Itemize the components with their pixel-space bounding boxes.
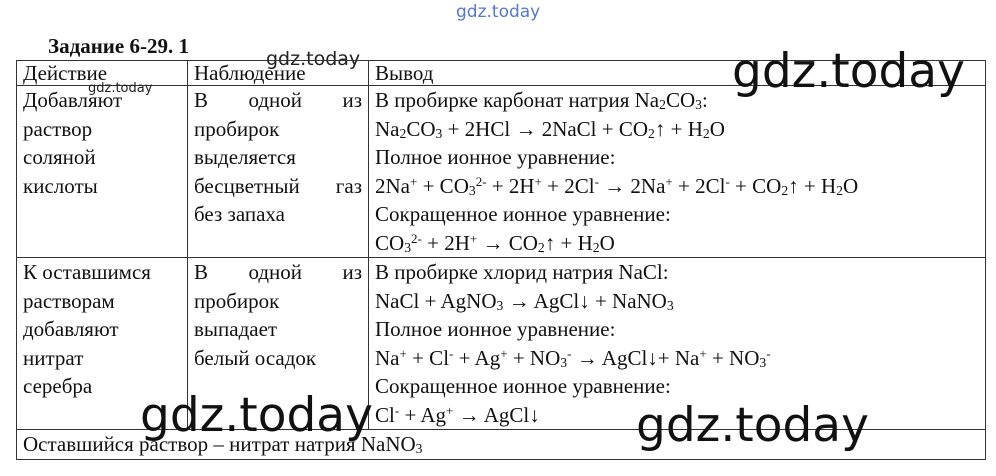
row1-short-label: Сокращенное ионное уравнение:	[375, 202, 671, 226]
row1-observation	[188, 86, 369, 258]
watermark-large: gdz.today	[140, 388, 373, 443]
row1-tube-line: В пробирке карбонат натрия $Na_2CO_3$:	[375, 88, 708, 113]
row2-full-label: Полное ионное уравнение:	[375, 317, 616, 341]
header-conclusion: Вывод	[369, 61, 986, 86]
row1-observation-line: В одной из	[194, 88, 362, 112]
row2-observation-line: белый осадок	[194, 345, 317, 370]
row2-observation-line: выпадает	[194, 317, 278, 341]
row1-observation-line: пробирок	[194, 116, 280, 141]
header-action: Действие	[17, 61, 188, 86]
watermark-top: gdz.today	[456, 2, 541, 22]
row2-action-line: растворам	[23, 288, 115, 313]
row1-conclusion	[369, 86, 986, 258]
row1-action-line: соляной	[23, 145, 96, 169]
row2-action-line: К оставшимся	[23, 260, 151, 284]
row2-tube-line: В пробирке хлорид натрия NaCl:	[375, 260, 669, 284]
watermark-small: gdz.today	[88, 81, 153, 96]
row2-action-line: нитрат	[23, 345, 84, 370]
header-observation: Наблюдение	[188, 61, 369, 86]
row1-observation-line: бесцветный газ	[194, 173, 362, 198]
row1-observation-line: выделяется	[194, 145, 296, 169]
table-row	[17, 86, 986, 258]
watermark-large: gdz.today	[636, 398, 869, 453]
row2-full-equation: $Na^+ + Cl^- + Ag^+ + NO_3^-$ → AgCl↓+ $Na^+ + NO_3^-$	[375, 345, 771, 370]
watermark-small: gdz.today	[266, 48, 361, 70]
row1-action-line: раствор	[23, 116, 93, 141]
row1-full-equation: $2Na^+ + CO_3^{2-} + 2H^+ + 2Cl^- \to 2Na^+ + 2Cl^-$ + $CO_2↑ + H_2O$	[375, 173, 859, 198]
row1-observation-line: без запаха	[194, 202, 285, 226]
row2-observation-line: В одной из	[194, 260, 362, 284]
row1-full-label: Полное ионное уравнение:	[375, 145, 616, 169]
row2-action-line: добавляют	[23, 317, 119, 341]
task-title: Задание 6-29. 1	[48, 34, 189, 58]
watermark-large: gdz.today	[732, 44, 965, 99]
row1-molecular-equation: $Na_2CO_3 + 2HCl$ → 2NaCl + $CO_2↑ + H_2O$	[375, 116, 725, 141]
row1-action-line: кислоты	[23, 173, 98, 198]
row2-observation-line: пробирок	[194, 288, 280, 313]
footer-conclusion: Оставшийся раствор – нитрат натрия NaNO$_3$	[17, 430, 986, 460]
row1-action-line: Добавляют	[23, 88, 123, 112]
row2-molecular-equation: NaCl + AgNO$_3$ → AgCl↓ + NaNO$_3$	[375, 288, 674, 313]
row2-short-label: Сокращенное ионное уравнение:	[375, 374, 671, 398]
row1-short-equation: $CO_3^{2-} + 2H^+$ → $CO_2↑ + H_2O$	[375, 230, 615, 255]
row2-short-equation: Cl- + Ag+ → AgCl↓	[375, 402, 540, 427]
row1-action	[17, 86, 188, 258]
row2-action-line: серебра	[23, 374, 93, 398]
